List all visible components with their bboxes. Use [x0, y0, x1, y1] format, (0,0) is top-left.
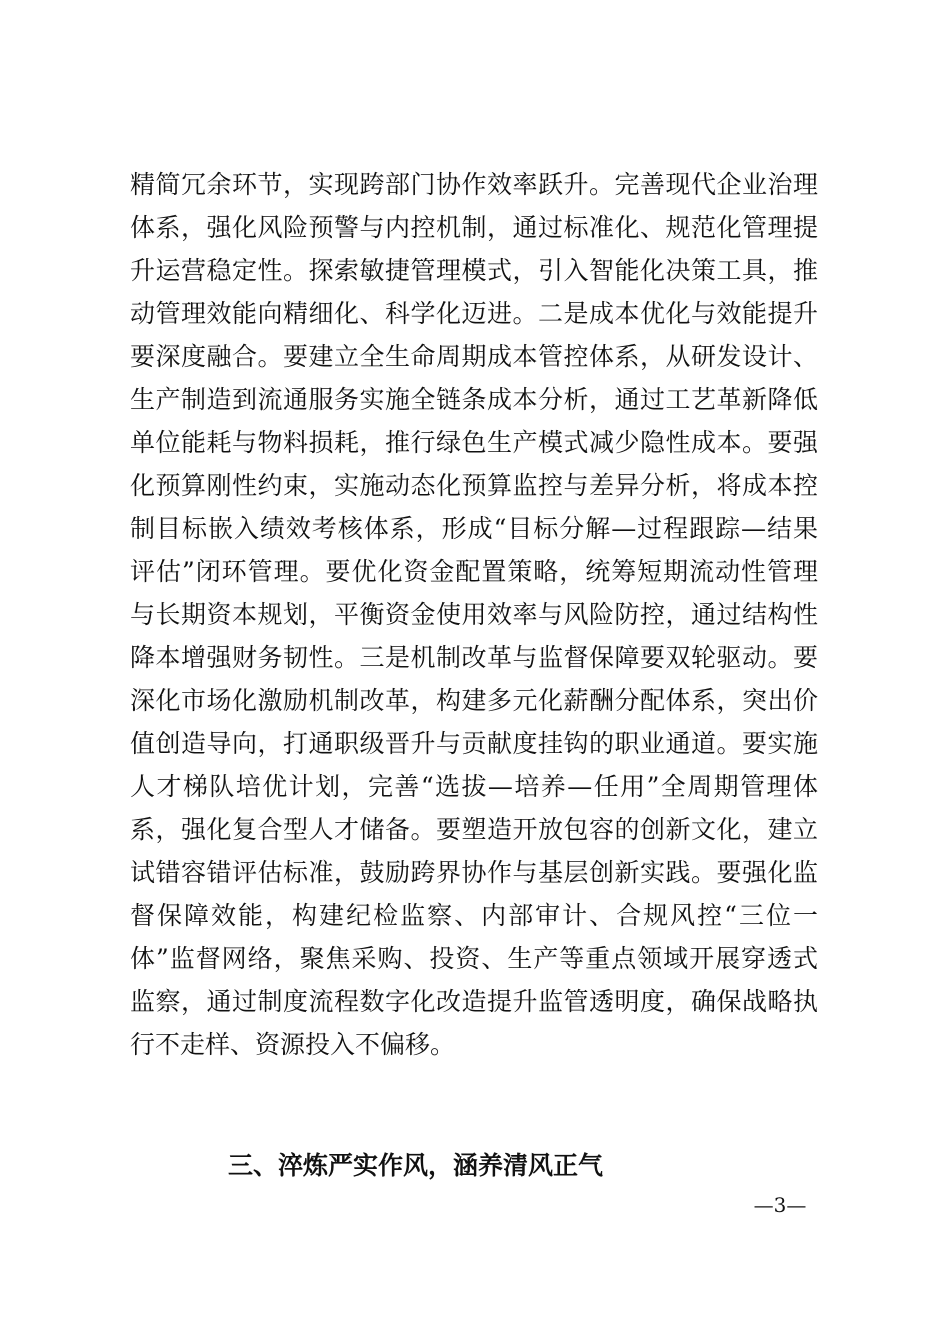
body-text-line: 体”监督网络，聚焦采购、投资、生产等重点领域开展穿透式	[130, 944, 818, 973]
body-text-line: 制目标嵌入绩效考核体系，形成“目标分解—过程跟踪—结果	[130, 514, 818, 543]
body-text-line: 系，强化复合型人才储备。要塑造开放包容的创新文化，建立	[130, 815, 818, 844]
body-text-line: 人才梯队培优计划，完善“选拔—培养—任用”全周期管理体	[130, 772, 818, 801]
body-text-line: 值创造导向，打通职级晋升与贡献度挂钩的职业通道。要实施	[130, 729, 818, 758]
body-text-line: 行不走样、资源投入不偏移。	[130, 1030, 456, 1059]
page-number: —3—	[753, 1193, 807, 1217]
body-text-line: 单位能耗与物料损耗，推行绿色生产模式减少隐性成本。要强	[130, 428, 818, 457]
body-text-line: 升运营稳定性。探索敏捷管理模式，引入智能化决策工具，推	[130, 256, 818, 285]
body-text-line: 体系，强化风险预警与内控机制，通过标准化、规范化管理提	[130, 213, 818, 242]
section-heading: 三、淬炼严实作风，涵养清风正气	[228, 1151, 604, 1180]
body-text-line: 评估”闭环管理。要优化资金配置策略，统筹短期流动性管理	[130, 557, 818, 586]
body-text-line: 试错容错评估标准，鼓励跨界协作与基层创新实践。要强化监	[130, 858, 818, 887]
body-text-line: 要深度融合。要建立全生命周期成本管控体系，从研发设计、	[130, 342, 818, 371]
body-text-line: 化预算刚性约束，实施动态化预算监控与差异分析，将成本控	[130, 471, 818, 500]
body-text-line: 深化市场化激励机制改革，构建多元化薪酬分配体系，突出价	[130, 686, 818, 715]
body-text-line: 与长期资本规划，平衡资金使用效率与风险防控，通过结构性	[130, 600, 818, 629]
body-text-line: 动管理效能向精细化、科学化迈进。二是成本优化与效能提升	[130, 299, 818, 328]
body-text-line: 监察，通过制度流程数字化改造提升监管透明度，确保战略执	[130, 987, 818, 1016]
body-text-line: 督保障效能，构建纪检监察、内部审计、合规风控“三位一	[130, 901, 818, 930]
body-text-line: 降本增强财务韧性。三是机制改革与监督保障要双轮驱动。要	[130, 643, 818, 672]
body-text-line: 生产制造到流通服务实施全链条成本分析，通过工艺革新降低	[130, 385, 818, 414]
body-text-line: 精简冗余环节，实现跨部门协作效率跃升。完善现代企业治理	[130, 170, 818, 199]
